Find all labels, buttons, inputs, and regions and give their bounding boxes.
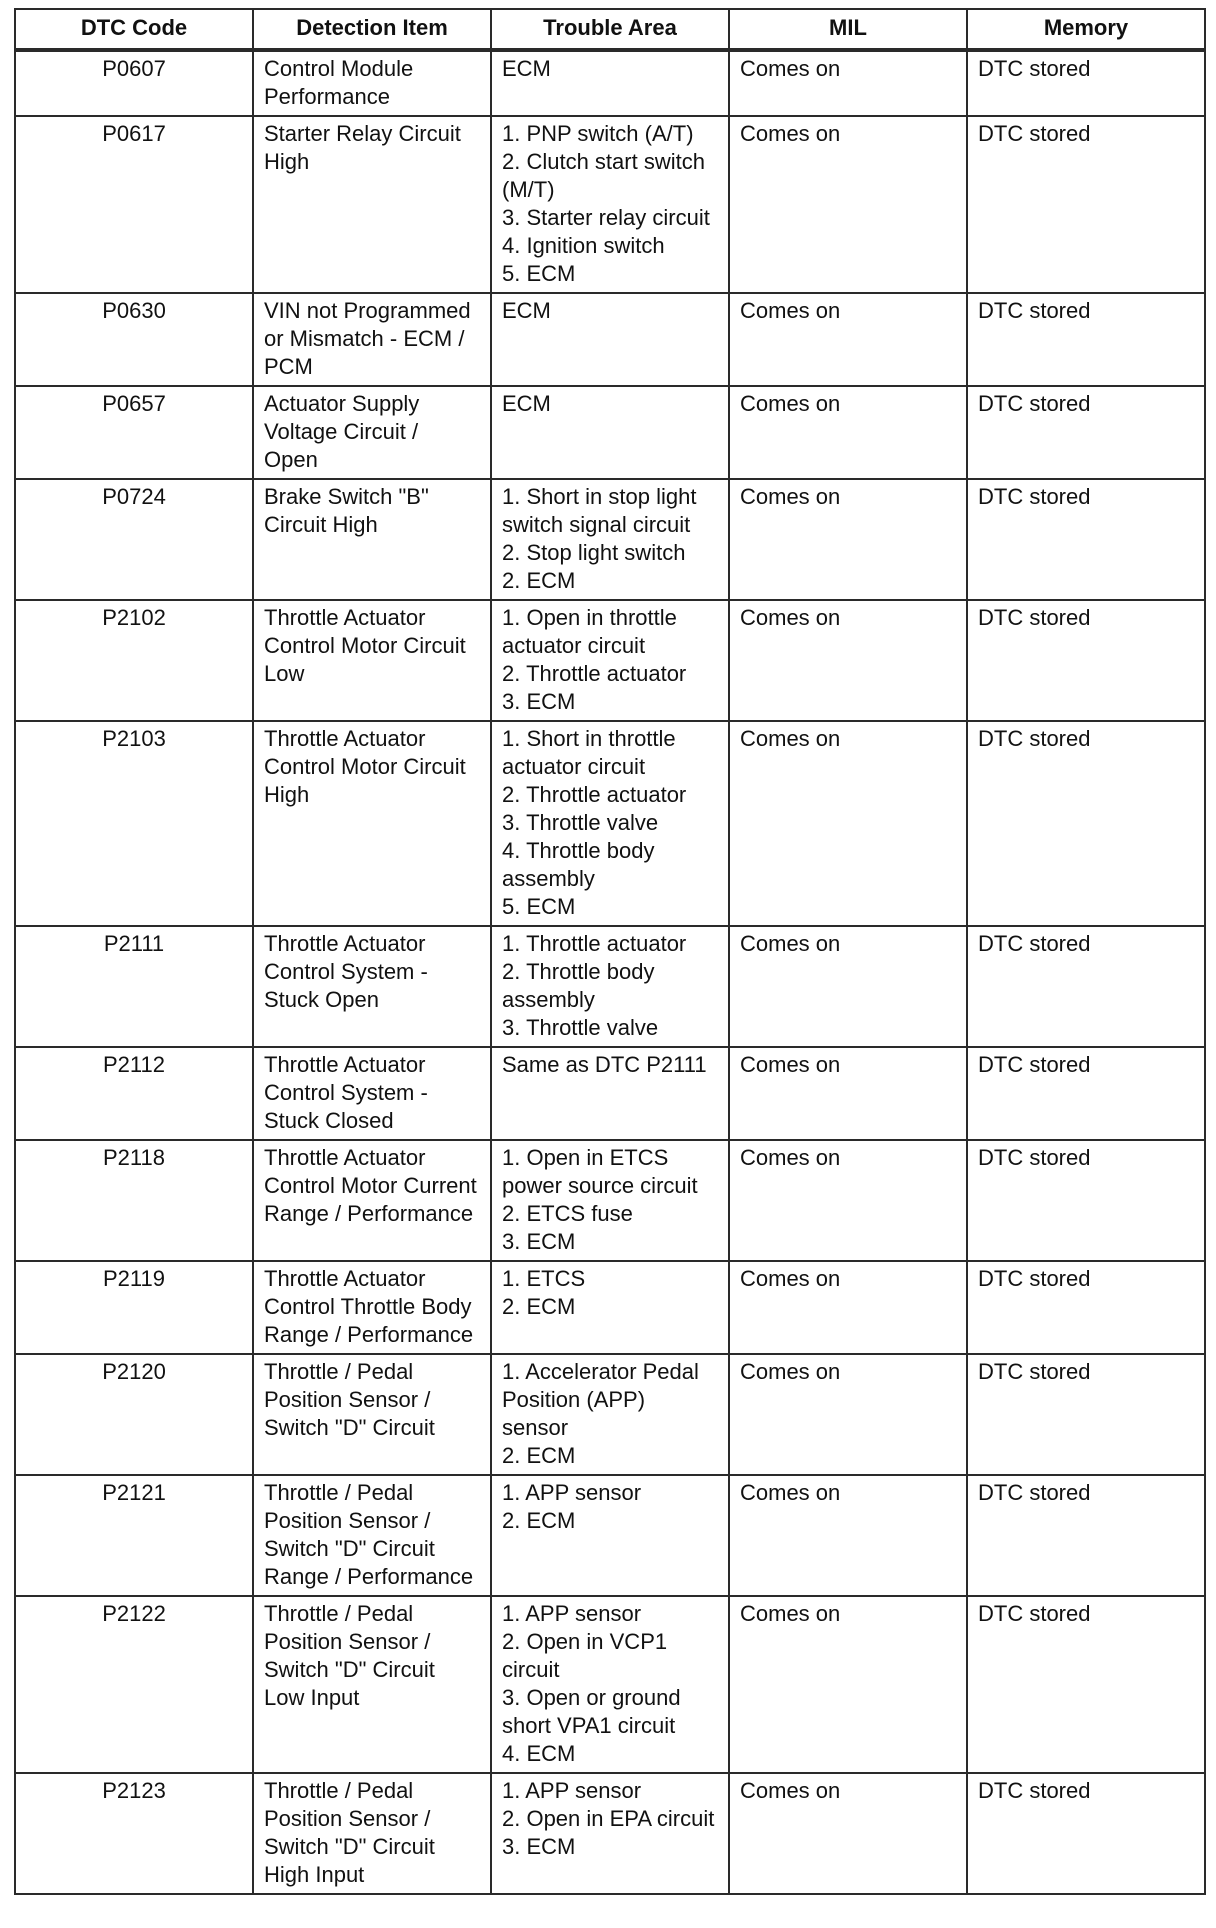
mil-cell: Comes on	[729, 386, 967, 479]
trouble-area-line: sensor	[502, 1415, 569, 1440]
dtc-code-cell: P2111	[15, 926, 253, 1047]
trouble-area-line: 2. Throttle body	[502, 959, 655, 984]
detection-item-line: Brake Switch "B"	[264, 484, 429, 509]
detection-item-cell	[253, 721, 491, 926]
trouble-area-line: 3. ECM	[502, 1834, 576, 1859]
detection-item-line: VIN not Programmed	[264, 298, 471, 323]
memory-cell: DTC stored	[967, 293, 1205, 386]
detection-item-line: Throttle Actuator	[264, 726, 426, 751]
detection-item-line: Throttle / Pedal	[264, 1601, 414, 1626]
detection-item-line: Control Module	[264, 56, 414, 81]
detection-item-line: Position Sensor /	[264, 1629, 431, 1654]
mil-cell: Comes on	[729, 1596, 967, 1773]
detection-item-cell	[253, 479, 491, 600]
detection-item-line: High Input	[264, 1862, 365, 1887]
dtc-code-cell: P2123	[15, 1773, 253, 1894]
trouble-area-line: circuit	[502, 1657, 560, 1682]
detection-item-line: Performance	[264, 84, 390, 109]
memory-cell: DTC stored	[967, 926, 1205, 1047]
trouble-area-line: 3. Starter relay circuit	[502, 205, 710, 230]
memory-cell: DTC stored	[967, 50, 1205, 116]
memory-cell: DTC stored	[967, 1596, 1205, 1773]
mil-cell: Comes on	[729, 1261, 967, 1354]
table-row	[15, 293, 1205, 386]
detection-item-line: Voltage Circuit /	[264, 419, 419, 444]
trouble-area-cell	[491, 293, 729, 386]
detection-item-line: Range / Performance	[264, 1201, 474, 1226]
trouble-area-line: 4. ECM	[502, 1741, 576, 1766]
trouble-area-cell	[491, 479, 729, 600]
trouble-area-line: 2. Stop light switch	[502, 540, 686, 565]
trouble-area-cell	[491, 116, 729, 293]
detection-item-line: or Mismatch - ECM /	[264, 326, 465, 351]
trouble-area-line: 2. Open in VCP1	[502, 1629, 668, 1654]
detection-item-cell	[253, 1140, 491, 1261]
detection-item-line: Switch "D" Circuit	[264, 1834, 435, 1859]
table-row	[15, 1047, 1205, 1140]
detection-item-cell	[253, 1354, 491, 1475]
memory-cell: DTC stored	[967, 1773, 1205, 1894]
detection-item-line: Control System -	[264, 1080, 428, 1105]
detection-item-line: PCM	[264, 354, 313, 379]
dtc-code-cell: P2119	[15, 1261, 253, 1354]
dtc-code-cell: P2120	[15, 1354, 253, 1475]
memory-cell: DTC stored	[967, 479, 1205, 600]
dtc-code-cell: P0630	[15, 293, 253, 386]
memory-cell: DTC stored	[967, 116, 1205, 293]
mil-cell: Comes on	[729, 926, 967, 1047]
detection-item-line: Position Sensor /	[264, 1806, 431, 1831]
detection-item-line: Switch "D" Circuit	[264, 1415, 435, 1440]
trouble-area-line: short VPA1 circuit	[502, 1713, 676, 1738]
trouble-area-line: switch signal circuit	[502, 512, 691, 537]
trouble-area-line: 2. ETCS fuse	[502, 1201, 633, 1226]
detection-item-line: Throttle / Pedal	[264, 1778, 414, 1803]
mil-cell: Comes on	[729, 1140, 967, 1261]
detection-item-line: Stuck Closed	[264, 1108, 394, 1133]
table-row	[15, 1596, 1205, 1773]
detection-item-cell	[253, 600, 491, 721]
memory-cell: DTC stored	[967, 721, 1205, 926]
header-mil: MIL	[729, 9, 967, 50]
detection-item-line: Circuit High	[264, 512, 378, 537]
detection-item-cell	[253, 1261, 491, 1354]
trouble-area-line: ECM	[502, 298, 551, 323]
detection-item-cell	[253, 116, 491, 293]
dtc-table	[14, 8, 1206, 1895]
detection-item-line: Control Motor Current	[264, 1173, 477, 1198]
detection-item-cell	[253, 926, 491, 1047]
trouble-area-line: 2. ECM	[502, 1294, 576, 1319]
detection-item-cell	[253, 1475, 491, 1596]
trouble-area-line: 1. Open in ETCS	[502, 1145, 669, 1170]
trouble-area-line: 5. ECM	[502, 261, 576, 286]
detection-item-cell	[253, 50, 491, 116]
trouble-area-line: 1. Short in stop light	[502, 484, 697, 509]
table-row	[15, 1475, 1205, 1596]
trouble-area-line: power source circuit	[502, 1173, 698, 1198]
trouble-area-line: actuator circuit	[502, 633, 646, 658]
detection-item-cell	[253, 1047, 491, 1140]
detection-item-line: Switch "D" Circuit	[264, 1536, 435, 1561]
table-row	[15, 1140, 1205, 1261]
mil-cell: Comes on	[729, 600, 967, 721]
detection-item-line: Control System -	[264, 959, 428, 984]
detection-item-line: Open	[264, 447, 318, 472]
header-detection-item: Detection Item	[253, 9, 491, 50]
trouble-area-line: 1. APP sensor	[502, 1480, 642, 1505]
trouble-area-line: 2. ECM	[502, 1443, 576, 1468]
trouble-area-cell	[491, 1773, 729, 1894]
trouble-area-cell	[491, 1596, 729, 1773]
trouble-area-cell	[491, 1354, 729, 1475]
table-body	[15, 50, 1205, 1894]
header-row	[15, 9, 1205, 50]
trouble-area-line: assembly	[502, 866, 595, 891]
detection-item-line: High	[264, 149, 310, 174]
mil-cell: Comes on	[729, 293, 967, 386]
trouble-area-line: 5. ECM	[502, 894, 576, 919]
dtc-code-cell: P2112	[15, 1047, 253, 1140]
trouble-area-cell	[491, 1047, 729, 1140]
dtc-code-cell: P2103	[15, 721, 253, 926]
trouble-area-cell	[491, 1261, 729, 1354]
memory-cell: DTC stored	[967, 1047, 1205, 1140]
header-dtc-code: DTC Code	[15, 9, 253, 50]
table-row	[15, 721, 1205, 926]
trouble-area-line: 1. Accelerator Pedal	[502, 1359, 699, 1384]
trouble-area-line: 1. APP sensor	[502, 1601, 642, 1626]
dtc-code-cell: P2121	[15, 1475, 253, 1596]
dtc-code-cell: P2118	[15, 1140, 253, 1261]
trouble-area-line: 3. Throttle valve	[502, 810, 659, 835]
trouble-area-line: Position (APP)	[502, 1387, 646, 1412]
trouble-area-cell	[491, 50, 729, 116]
trouble-area-line: 2. Open in EPA circuit	[502, 1806, 715, 1831]
dtc-code-cell: P0724	[15, 479, 253, 600]
trouble-area-cell	[491, 600, 729, 721]
detection-item-line: Throttle Actuator	[264, 1145, 426, 1170]
trouble-area-line: 3. Open or ground	[502, 1685, 681, 1710]
mil-cell: Comes on	[729, 1773, 967, 1894]
dtc-code-cell: P2102	[15, 600, 253, 721]
mil-cell: Comes on	[729, 721, 967, 926]
trouble-area-line: 1. APP sensor	[502, 1778, 642, 1803]
detection-item-line: Stuck Open	[264, 987, 379, 1012]
detection-item-cell	[253, 293, 491, 386]
detection-item-cell	[253, 1596, 491, 1773]
detection-item-line: Low Input	[264, 1685, 360, 1710]
dtc-code-cell: P0607	[15, 50, 253, 116]
detection-item-line: Position Sensor /	[264, 1508, 431, 1533]
trouble-area-line: 1. Throttle actuator	[502, 931, 687, 956]
detection-item-line: Throttle Actuator	[264, 1052, 426, 1077]
detection-item-cell	[253, 1773, 491, 1894]
memory-cell: DTC stored	[967, 386, 1205, 479]
detection-item-line: Throttle / Pedal	[264, 1359, 414, 1384]
mil-cell: Comes on	[729, 1354, 967, 1475]
trouble-area-line: 1. PNP switch (A/T)	[502, 121, 694, 146]
mil-cell: Comes on	[729, 479, 967, 600]
table-row	[15, 1261, 1205, 1354]
trouble-area-line: 2. Throttle actuator	[502, 782, 687, 807]
trouble-area-cell	[491, 1475, 729, 1596]
detection-item-line: Starter Relay Circuit	[264, 121, 461, 146]
trouble-area-line: ECM	[502, 56, 551, 81]
trouble-area-line: 1. Open in throttle	[502, 605, 677, 630]
trouble-area-line: 1. ETCS	[502, 1266, 586, 1291]
detection-item-line: High	[264, 782, 310, 807]
table-row	[15, 386, 1205, 479]
table-row	[15, 116, 1205, 293]
trouble-area-line: 1. Short in throttle	[502, 726, 676, 751]
dtc-code-cell: P2122	[15, 1596, 253, 1773]
detection-item-line: Switch "D" Circuit	[264, 1657, 435, 1682]
memory-cell: DTC stored	[967, 1261, 1205, 1354]
trouble-area-line: 3. Throttle valve	[502, 1015, 659, 1040]
table-row	[15, 1773, 1205, 1894]
detection-item-line: Throttle Actuator	[264, 1266, 426, 1291]
trouble-area-line: 2. ECM	[502, 568, 576, 593]
trouble-area-line: 3. ECM	[502, 689, 576, 714]
trouble-area-line: 4. Ignition switch	[502, 233, 665, 258]
memory-cell: DTC stored	[967, 1140, 1205, 1261]
memory-cell: DTC stored	[967, 600, 1205, 721]
detection-item-line: Throttle Actuator	[264, 605, 426, 630]
detection-item-line: Actuator Supply	[264, 391, 420, 416]
mil-cell: Comes on	[729, 116, 967, 293]
table-row	[15, 50, 1205, 116]
trouble-area-line: 4. Throttle body	[502, 838, 655, 863]
dtc-code-cell: P0657	[15, 386, 253, 479]
trouble-area-line: 2. Throttle actuator	[502, 661, 687, 686]
trouble-area-line: 3. ECM	[502, 1229, 576, 1254]
trouble-area-cell	[491, 926, 729, 1047]
detection-item-cell	[253, 386, 491, 479]
detection-item-line: Throttle / Pedal	[264, 1480, 414, 1505]
mil-cell: Comes on	[729, 1047, 967, 1140]
detection-item-line: Control Throttle Body	[264, 1294, 472, 1319]
detection-item-line: Control Motor Circuit	[264, 754, 466, 779]
header-trouble-area: Trouble Area	[491, 9, 729, 50]
memory-cell: DTC stored	[967, 1475, 1205, 1596]
trouble-area-cell	[491, 386, 729, 479]
trouble-area-line: 2. ECM	[502, 1508, 576, 1533]
detection-item-line: Low	[264, 661, 305, 686]
header-memory: Memory	[967, 9, 1205, 50]
table-row	[15, 926, 1205, 1047]
trouble-area-line: (M/T)	[502, 177, 555, 202]
trouble-area-line: actuator circuit	[502, 754, 646, 779]
table-row	[15, 600, 1205, 721]
trouble-area-cell	[491, 721, 729, 926]
table-row	[15, 1354, 1205, 1475]
detection-item-line: Control Motor Circuit	[264, 633, 466, 658]
dtc-code-cell: P0617	[15, 116, 253, 293]
mil-cell: Comes on	[729, 50, 967, 116]
detection-item-line: Range / Performance	[264, 1564, 474, 1589]
trouble-area-line: 2. Clutch start switch	[502, 149, 705, 174]
trouble-area-line: assembly	[502, 987, 595, 1012]
detection-item-line: Throttle Actuator	[264, 931, 426, 956]
mil-cell: Comes on	[729, 1475, 967, 1596]
table-row	[15, 479, 1205, 600]
detection-item-line: Range / Performance	[264, 1322, 474, 1347]
memory-cell: DTC stored	[967, 1354, 1205, 1475]
detection-item-line: Position Sensor /	[264, 1387, 431, 1412]
trouble-area-cell	[491, 1140, 729, 1261]
trouble-area-line: Same as DTC P2111	[502, 1052, 707, 1077]
trouble-area-line: ECM	[502, 391, 551, 416]
table-header	[15, 9, 1205, 50]
